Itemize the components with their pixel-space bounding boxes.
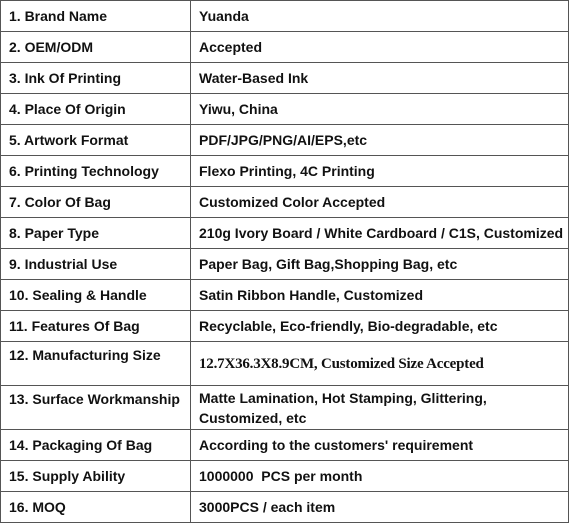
spec-value: Flexo Printing, 4C Printing	[191, 156, 569, 187]
table-row	[1, 492, 569, 523]
spec-label: 16. MOQ	[1, 492, 191, 523]
spec-label: 2. OEM/ODM	[1, 32, 191, 63]
spec-label: 12. Manufacturing Size	[1, 342, 191, 386]
spec-value: Water-Based Ink	[191, 63, 569, 94]
spec-value: Satin Ribbon Handle, Customized	[191, 280, 569, 311]
spec-value: Yiwu, China	[191, 94, 569, 125]
manufacturing-size-text: 12.7X36.3X8.9CM, Customized Size Accepted	[199, 356, 484, 372]
spec-value	[191, 342, 569, 386]
table-row	[1, 461, 569, 492]
table-row	[1, 386, 569, 430]
spec-value: Paper Bag, Gift Bag,Shopping Bag, etc	[191, 249, 569, 280]
spec-label: 11. Features Of Bag	[1, 311, 191, 342]
spec-value: 3000PCS / each item	[191, 492, 569, 523]
spec-label: 14. Packaging Of Bag	[1, 430, 191, 461]
table-row	[1, 430, 569, 461]
spec-label: 10. Sealing & Handle	[1, 280, 191, 311]
spec-value: Matte Lamination, Hot Stamping, Glittering, Customized, etc	[191, 386, 569, 430]
table-row	[1, 342, 569, 386]
spec-value: 210g Ivory Board / White Cardboard / C1S, Customized	[191, 218, 569, 249]
spec-label: 1. Brand Name	[1, 1, 191, 32]
spec-label: 9. Industrial Use	[1, 249, 191, 280]
spec-label: 8. Paper Type	[1, 218, 191, 249]
spec-value: Recyclable, Eco-friendly, Bio-degradable, etc	[191, 311, 569, 342]
spec-label: 5. Artwork Format	[1, 125, 191, 156]
table-row	[1, 249, 569, 280]
table-row	[1, 156, 569, 187]
table-row	[1, 1, 569, 32]
table-row	[1, 32, 569, 63]
spec-label: 6. Printing Technology	[1, 156, 191, 187]
spec-value: PDF/JPG/PNG/AI/EPS,etc	[191, 125, 569, 156]
table-row	[1, 125, 569, 156]
spec-value: 1000000 PCS per month	[191, 461, 569, 492]
spec-label: 3. Ink Of Printing	[1, 63, 191, 94]
spec-value: According to the customers' requirement	[191, 430, 569, 461]
spec-label: 4. Place Of Origin	[1, 94, 191, 125]
table-row	[1, 94, 569, 125]
table-row	[1, 218, 569, 249]
spec-value: Customized Color Accepted	[191, 187, 569, 218]
table-row	[1, 311, 569, 342]
table-row	[1, 187, 569, 218]
spec-label: 15. Supply Ability	[1, 461, 191, 492]
spec-value: Yuanda	[191, 1, 569, 32]
table-row	[1, 63, 569, 94]
table-row	[1, 280, 569, 311]
spec-value: Accepted	[191, 32, 569, 63]
spec-label: 7. Color Of Bag	[1, 187, 191, 218]
spec-label: 13. Surface Workmanship	[1, 386, 191, 430]
